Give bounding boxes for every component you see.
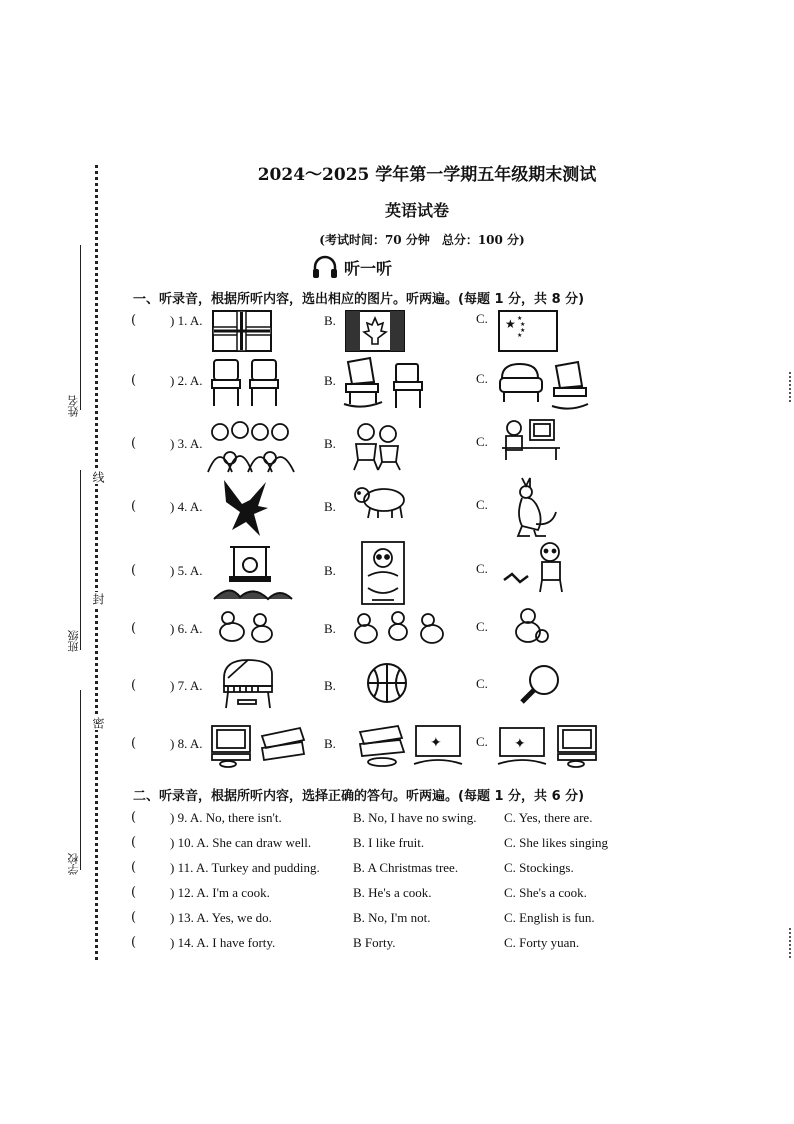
option-c-label: C.	[476, 734, 488, 749]
tv-computer-image	[496, 722, 604, 768]
option-b-label: B.	[324, 436, 336, 451]
svg-text:★: ★	[520, 321, 526, 328]
eagle-image	[220, 478, 272, 540]
books-tv-image	[358, 722, 466, 768]
option-b-label: B.	[324, 313, 336, 328]
exam-info: (考试时间：70 分钟 总分：100 分)	[319, 233, 525, 247]
school-label: 学校	[67, 853, 80, 875]
computer-desk-image	[500, 418, 562, 460]
cut-mark-line: 线	[91, 471, 105, 483]
option-b-label: B.	[324, 563, 336, 578]
question-number: ) 1. A.	[170, 313, 203, 328]
answer-paren: (	[131, 373, 137, 388]
option-b-text: B. I like fruit.	[353, 835, 425, 850]
cut-mark-seal: 封	[91, 593, 105, 605]
option-b-label: B.	[324, 678, 336, 693]
section2-heading: 二、听录音，根据所听内容，选择正确的答句。听两遍。(每题 1 分，共 6 分)	[133, 789, 585, 804]
piano-image	[218, 656, 278, 712]
answer-paren: (	[131, 621, 137, 636]
answer-paren: (	[131, 499, 137, 514]
svg-text:★: ★	[520, 327, 526, 334]
option-b-text: B. He's a cook.	[353, 885, 432, 900]
cut-mark-secret: 密	[91, 717, 105, 729]
answer-paren: (	[131, 736, 137, 751]
option-c-label: C.	[476, 561, 488, 576]
panda-tree-image	[358, 540, 408, 606]
option-b-label: B.	[324, 373, 336, 388]
option-c-label: C.	[476, 311, 488, 326]
answer-paren: (	[131, 436, 137, 451]
option-b-label: B.	[324, 621, 336, 636]
answer-paren: (	[131, 313, 137, 328]
ping-pong-paddle-image	[516, 664, 562, 704]
edge-dots	[789, 372, 791, 402]
kids-playing-image	[350, 422, 404, 472]
option-a-text: ) 14. A. I have forty.	[170, 935, 276, 950]
flag-england-image	[212, 310, 272, 352]
svg-text:★: ★	[517, 315, 523, 322]
answer-paren: (	[131, 678, 137, 693]
basketball-image	[366, 662, 408, 704]
kangaroo-image	[508, 474, 558, 540]
option-c-label: C.	[476, 497, 488, 512]
toy-bear-image	[502, 540, 568, 596]
answer-paren: (	[131, 563, 137, 578]
listen-section-header	[312, 255, 392, 279]
chairs-image	[208, 356, 284, 408]
option-b-text: B. A Christmas tree.	[353, 860, 459, 875]
answer-paren: (	[131, 835, 137, 850]
flag-canada-image	[345, 310, 405, 352]
option-c-text: C. She likes singing	[504, 835, 609, 850]
option-b-text: B. No, I'm not.	[353, 910, 431, 925]
headphones-icon	[312, 255, 338, 279]
option-c-text: C. Forty yuan.	[504, 935, 580, 950]
option-b-label: B.	[324, 736, 336, 751]
school-write-line	[80, 690, 81, 870]
rocking-chairs-image	[340, 356, 436, 410]
sofa-armchair-image	[498, 356, 590, 410]
bears-pair-image	[216, 608, 276, 646]
polar-bear-image	[352, 484, 408, 520]
exam-subtitle: 英语试卷	[384, 201, 449, 220]
bear-ball-image	[510, 606, 550, 646]
option-b-label: B.	[324, 499, 336, 514]
listen-label: 听一听	[344, 258, 393, 278]
name-write-line	[80, 245, 81, 410]
exam-title: 2024～2025 学年第一学期五年级期末测试	[257, 165, 597, 185]
option-c-label: C.	[476, 676, 488, 691]
answer-paren: (	[131, 935, 137, 950]
svg-text:✦: ✦	[430, 735, 442, 751]
option-c-label: C.	[476, 434, 488, 449]
question-number: ) 8. A.	[170, 736, 203, 751]
option-c-label: C.	[476, 371, 488, 386]
swing-scene-image	[210, 543, 294, 603]
question-number: ) 2. A.	[170, 373, 203, 388]
edge-dots	[789, 928, 791, 958]
crowd-people-image	[206, 420, 296, 474]
option-a-text: ) 12. A. I'm a cook.	[170, 885, 270, 900]
question-number: ) 3. A.	[170, 436, 203, 451]
svg-text:★: ★	[517, 332, 523, 339]
answer-paren: (	[131, 810, 137, 825]
option-b-text: B Forty.	[353, 935, 396, 950]
option-c-label: C.	[476, 619, 488, 634]
option-a-text: ) 13. A. Yes, we do.	[170, 910, 272, 925]
question-number: ) 4. A.	[170, 499, 203, 514]
svg-text:✦: ✦	[514, 736, 526, 752]
option-a-text: ) 9. A. No, there isn't.	[170, 810, 282, 825]
option-b-text: B. No, I have no swing.	[353, 810, 477, 825]
option-c-text: C. English is fun.	[504, 910, 595, 925]
option-a-text: ) 10. A. She can draw well.	[170, 835, 312, 850]
answer-paren: (	[131, 910, 137, 925]
section1-heading: 一、听录音，根据所听内容，选出相应的图片。听两遍。(每题 1 分，共 8 分)	[133, 292, 585, 307]
class-label: 班级	[67, 630, 80, 652]
option-c-text: C. Yes, there are.	[504, 810, 593, 825]
class-write-line	[80, 470, 81, 650]
question-number: ) 6. A.	[170, 621, 203, 636]
flag-china-image	[498, 310, 558, 352]
svg-text:★: ★	[505, 317, 516, 331]
answer-paren: (	[131, 885, 137, 900]
binding-dotted-line	[95, 165, 98, 960]
option-c-text: C. She's a cook.	[504, 885, 587, 900]
computer-books-image	[208, 722, 308, 768]
option-a-text: ) 11. A. Turkey and pudding.	[170, 860, 320, 875]
bears-group-image	[352, 608, 446, 646]
question-number: ) 5. A.	[170, 563, 203, 578]
option-c-text: C. Stockings.	[504, 860, 574, 875]
answer-paren: (	[131, 860, 137, 875]
name-label: 姓名	[67, 395, 80, 417]
question-number: ) 7. A.	[170, 678, 203, 693]
